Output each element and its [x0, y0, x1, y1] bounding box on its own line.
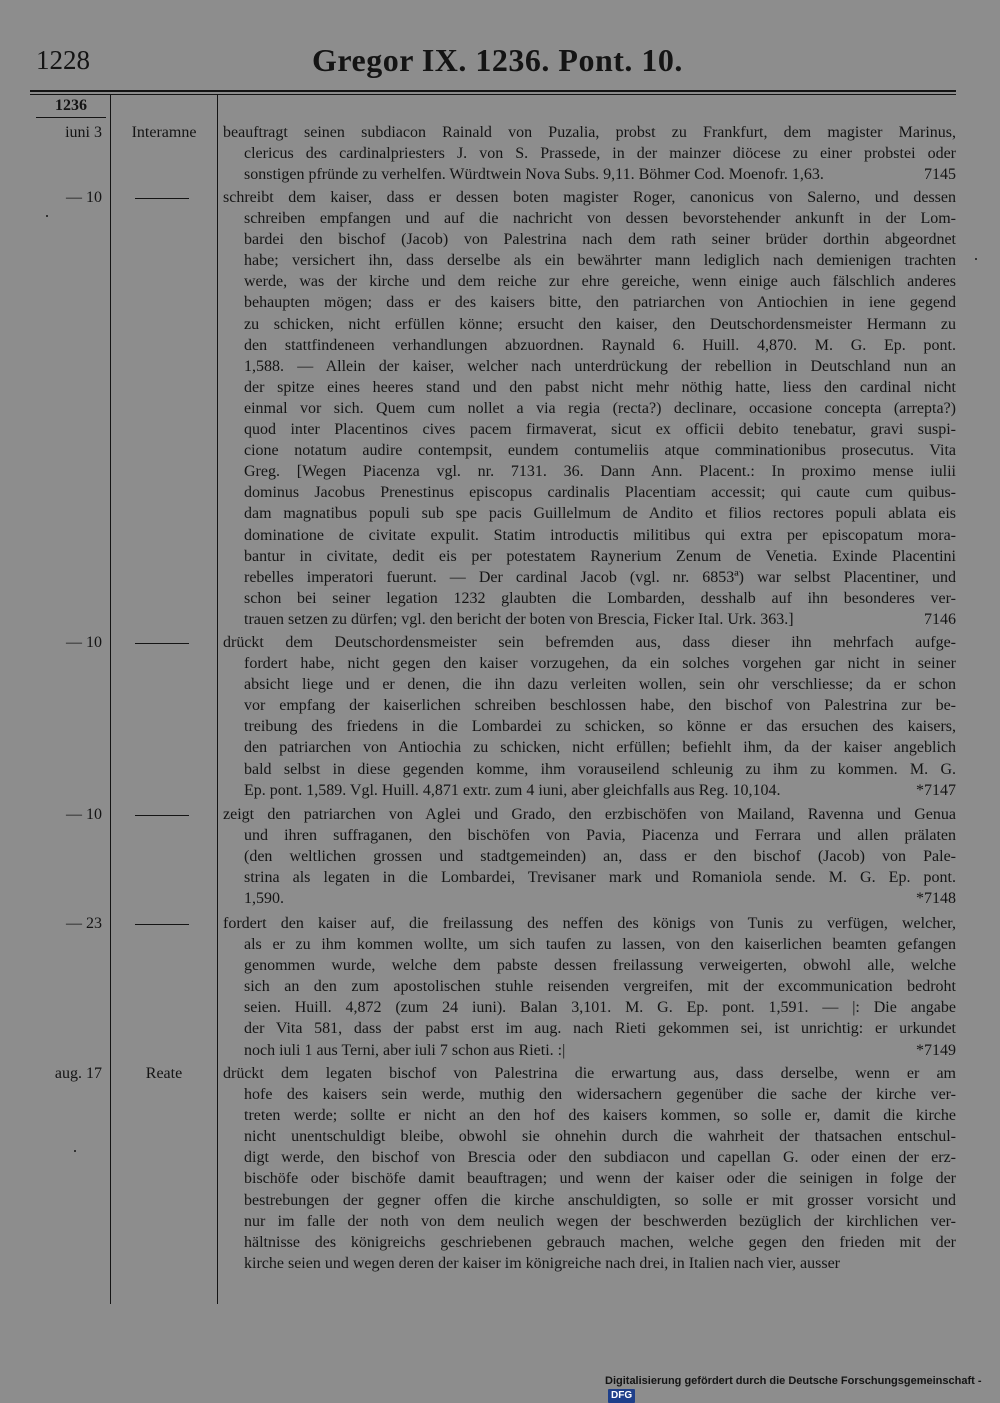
- entry-line: hältnisse des königreichs geschriebenen gebrauch machen, welche gegen den frieden mit der: [244, 1233, 956, 1251]
- page-number: 1228: [36, 45, 90, 75]
- entry-line: bald selbst in diese gegenden komme, ihm vorauseilend schleunig zu ihm zu kommen. M. G.: [244, 760, 956, 778]
- entry-date: — 10: [66, 806, 102, 823]
- year-heading: 1236: [55, 97, 87, 114]
- ditto-dash: [135, 198, 189, 199]
- entry-line: dominus Jacobus Prenestinus episcopus cardinalis Placentiam accessit; qui caute cum quibus-: [244, 484, 956, 502]
- entry-line: treten werde; sollte er nicht an den hof des kaisers kommen, so solle er, damit die kirche: [244, 1107, 956, 1125]
- entry-line: dam magnatibus populi sub spe pacis Guillelmum de Andito et filios rectores populi ablata eis: [244, 505, 956, 523]
- entry-line: drückt dem Deutschordensmeister sein befremden aus, dass dieser ihn mehrfach aufge-: [223, 634, 956, 651]
- ditto-dash: [135, 643, 189, 644]
- entry-line: Greg. [Wegen Piacenza vgl. nr. 7131. 36. Dann Ann. Placent.: In proximo mense iulii: [244, 463, 956, 481]
- entry-line: zu schicken, nicht erfüllen könne; ersucht den kaiser, den Deutschordensmeister Hermann zu: [244, 315, 956, 333]
- entry-line: schreibt dem kaiser, dass er dessen boten magister Roger, canonicus von Salerno, und dessen: [223, 189, 956, 206]
- regest-number: *7149: [916, 1041, 956, 1059]
- entry-line: noch iuli 1 aus Terni, aber iuli 7 schon aus Rieti. :| *7149: [223, 1040, 956, 1061]
- page-title: Gregor IX. 1236. Pont. 10.: [312, 42, 683, 78]
- entry-text: [223, 1063, 956, 1274]
- ditto-dash: [135, 924, 189, 925]
- entry-line: der Vita 581, dass der pabst erst im aug. nach Rieti gekommen sei, ist unrichtig: er urkundet: [244, 1020, 956, 1038]
- column-divider-date: [110, 94, 111, 1304]
- footer: [605, 1374, 1000, 1403]
- speck: [975, 258, 977, 260]
- entry-line: fordert habe, nicht gegen den kaiser vorzugehen, da ein solches vorgehen gar nicht in seiner: [244, 655, 956, 673]
- entry-line: absicht liege und er denen, die ihn dazu verleiten wollen, sein ohr verschliesse; da er schon: [244, 676, 956, 694]
- entry-line: quod inter Placentinos cives pacem firmaverat, sicut ex officii debito tenebatur, gravi suspi-: [244, 421, 956, 439]
- entry-line: schon bei seiner legation 1232 glaubten die Lombarden, desshalb auf ihn besonderes ver-: [244, 589, 956, 607]
- entry-line: vor empfang der kaiserlichen schreiben beschlossen habe, den bischof von Palestrina zur be-: [244, 697, 956, 715]
- entry-text: [223, 913, 956, 1061]
- regest-number: *7148: [916, 890, 956, 908]
- column-divider-place: [217, 94, 218, 1304]
- entry-line: der spitze eines heeres stand und den pabst nicht mehr nöthig hatte, liess den cardinal nicht: [244, 378, 956, 396]
- entry-line: schreiben empfangen und auf die nachricht von dessen bevorstehender ankunft in der Lom-: [244, 210, 956, 228]
- entry-date: — 10: [66, 189, 102, 206]
- entry-line: den patriarchen von Antiochia zu schicken, nicht erfüllen; befiehlt ihm, da der kaiser angeblich: [244, 739, 956, 757]
- speck: [74, 1150, 76, 1152]
- entry-line: drückt dem legaten bischof von Palestrina die erwartung aus, dass derselbe, wenn er am: [223, 1065, 956, 1082]
- entry-line: bantur in civitate, dedit eis per potestatem Raynerium Zenum de Venetia. Exinde Placentini: [244, 547, 956, 565]
- entry-line: kirche seien und wegen deren der kaiser im königreiche nach drei, in Italien nach vier, ausser: [244, 1254, 840, 1272]
- dfg-logo: DFG: [608, 1389, 635, 1403]
- entry-line: trauen setzen zu dürfen; vgl. den bericht der boten von Brescia, Ficker Ital. Urk. 363.] 7146: [223, 609, 956, 630]
- year-rule: [36, 117, 106, 118]
- regest-number: 7146: [924, 610, 956, 628]
- entry-line: habe; versichert ihn, dass derselbe als ein bewährter mann lediglich nach demienigen trachten: [244, 252, 956, 270]
- entry-line: strina als legaten in die Lombardei, Trevisaner mark und Romaniola sende. M. G. Ep. pont.: [244, 869, 956, 887]
- entry-date: aug. 17: [54, 1065, 102, 1082]
- entry-line: als er zu ihm kommen wollte, um sich taufen zu lassen, von den kaiserlichen beamten gefangen: [244, 936, 956, 954]
- entry-text: [223, 804, 956, 909]
- regest-number: *7147: [916, 781, 956, 799]
- entry-line: rebelles imperatori fuerunt. — Der cardinal Jacob (vgl. nr. 6853ª) war selbst Placentiner, und: [244, 568, 956, 586]
- entry-date: iuni 3: [65, 124, 102, 141]
- entry-line: Ep. pont. 1,589. Vgl. Huill. 4,871 extr. zum 4 iuni, aber gleichfalls aus Reg. 10,104. *7147: [223, 780, 956, 801]
- entry-line: den stattfindeneen verhandlungen abzuordnen. Raynald 6. Huill. 4,870. M. G. Ep. pont.: [244, 336, 956, 354]
- entry-line: digt werde, den bischof von Brescia oder den subdiacon und capellan G. oder einen der erz-: [244, 1149, 956, 1167]
- entry-line: einmal vor sich. Quem cum nollet a via regia (recta?) declinare, occasione concepta (arrepta?): [244, 399, 956, 417]
- entry-line: cione notatum audire contempsit, eundem contumeliis atque comminationibus prosecutus. Vita: [244, 442, 956, 460]
- header-rule-thin: [30, 94, 956, 95]
- entry-line: 1,590. *7148: [223, 888, 956, 909]
- entry-line: nicht unentschuldigt bleibe, obwohl sie ohnehin durch die wahrheit der thatsachen entschul-: [244, 1128, 956, 1146]
- entry-place: Interamne: [131, 124, 197, 141]
- entry-line: behaupten mögen; dass er des kaisers bitte, den patriarchen von Antiochien in iene gegend: [244, 294, 956, 312]
- entry-text: [223, 632, 956, 801]
- entry-line: sich an den zum apostolischen stuhle reisenden vergreifen, mit der excommunication bedroht: [244, 978, 956, 996]
- entry-line: treibung des friedens in die Lombardei zu schicken, so könne er das ersuchen des kaisers,: [244, 718, 956, 736]
- regest-number: 7145: [924, 166, 956, 184]
- entry-text: [223, 122, 956, 185]
- entry-line: und ihren suffraganen, den bischöfen von Pavia, Piacenza und Ferrara und allen prälaten: [244, 827, 956, 845]
- entry-line: sonstigen pfründe zu verhelfen. Würdtwein Nova Subs. 9,11. Böhmer Cod. Moenofr. 1,63. 7145: [223, 164, 956, 185]
- entry-line: bestrebungen der gegner offen die kirche anschuldigten, so solle er mit grosser vorsicht und: [244, 1191, 956, 1209]
- entry-line: zeigt den patriarchen von Aglei und Grado, den erzbischöfen von Mailand, Ravenna und Genua: [223, 806, 956, 823]
- entry-line: hofe des kaisers sein werde, muthig den widersachern gegenüber die sache der kirche ver-: [244, 1086, 956, 1104]
- entry-line: fordert den kaiser auf, die freilassung des neffen des königs von Tunis zu verfügen, welcher,: [223, 915, 956, 932]
- entry-line: seien. Huill. 4,872 (zum 24 iuni). Balan 3,101. M. G. Ep. pont. 1,591. — |: Die angabe: [244, 999, 956, 1017]
- entry-place: Reate: [145, 1065, 183, 1082]
- footer-text: Digitalisierung gefördert durch die Deutsche Forschungsgemeinschaft -: [605, 1375, 982, 1387]
- speck: [46, 215, 48, 217]
- entry-line: genommen wurde, welche dem pabste dessen freilassung verweigerten, obwohl alle, welche: [244, 957, 956, 975]
- ditto-dash: [135, 815, 189, 816]
- entry-line: (den weltlichen grossen und stadtgemeinden) an, dass er den bischof (Jacob) von Pale-: [244, 848, 956, 866]
- entry-line: dominatione de civitate expulit. Statim introductis militibus qui extra per episcopatum mora-: [244, 526, 956, 544]
- entry-line: clericus des cardinalpriesters J. von S. Prassede, in der mainzer diöcese zu einer probstei oder: [244, 145, 956, 163]
- entry-line: nur im falle der noth von dem neulich wegen der beschwerden bezüglich der kirchlichen ver-: [244, 1212, 956, 1230]
- entry-date: — 10: [66, 634, 102, 651]
- entry-line: beauftragt seinen subdiacon Rainald von Puzalia, probst zu Frankfurt, dem magister Marinus,: [223, 124, 956, 141]
- entry-line: bischöfe oder bischöfe damit beauftragen; und wenn der kaiser oder die seinigen in folge der: [244, 1170, 956, 1188]
- header-rule: [30, 90, 956, 92]
- entry-date: — 23: [66, 915, 102, 932]
- entry-line: werde, was der kirche und dem reiche zur ehre gereiche, wenn einige auch fälschlich anderes: [244, 273, 956, 291]
- entry-text: [223, 187, 956, 630]
- entry-line: bardei den bischof (Jacob) von Palestrina nach dem rath seiner brüder dorthin abgeordnet: [244, 231, 956, 249]
- entry-line: 1,588. — Allein der kaiser, welcher nach unterdrückung der rebellion in Deutschland nun an: [244, 357, 956, 375]
